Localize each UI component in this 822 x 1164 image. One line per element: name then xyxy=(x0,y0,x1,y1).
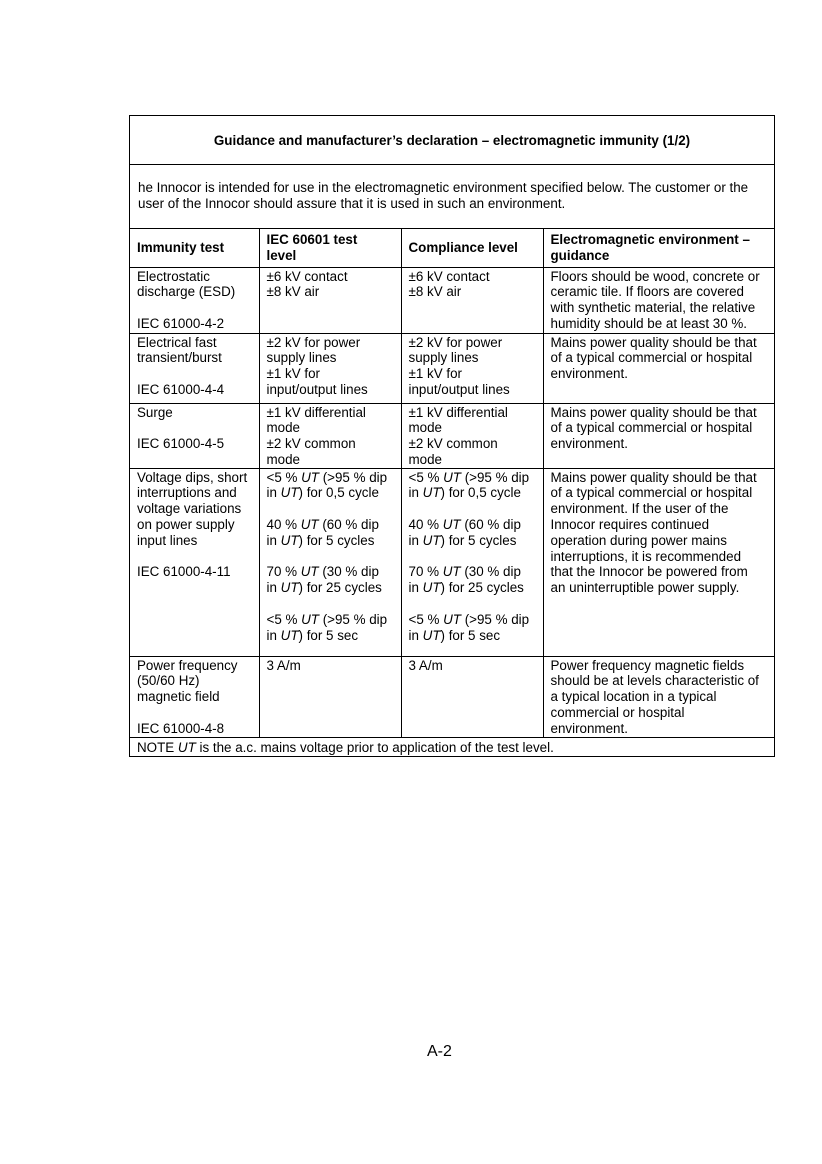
cell-compliance-level: 3 A/m xyxy=(401,656,543,737)
table-header-row xyxy=(130,229,774,267)
header-immunity-test: Immunity test xyxy=(130,229,259,267)
header-environment-guidance: Electromagnetic environment – guidance xyxy=(543,229,774,267)
table-note-row xyxy=(130,737,774,758)
table-note: NOTE UT is the a.c. mains voltage prior to application of the test level. xyxy=(137,739,554,755)
header-test-level: IEC 60601 test level xyxy=(259,229,401,267)
immunity-table xyxy=(130,229,774,758)
cell-guidance: Floors should be wood, concrete or ceramic tile. If floors are covered with synthetic material, the relative humidity should be at least 30 %. xyxy=(543,267,774,333)
cell-test-level: <5 % UT (>95 % dip in UT) for 0,5 cycle 40 % UT (60 % dip in UT) for 5 cycles 70 % UT (30 % dip in UT) for 25 cycles <5 % UT (>95 % dip in UT) for 5 sec xyxy=(259,468,401,656)
table-row-power-frequency xyxy=(130,656,774,737)
cell-test-level: ±2 kV for power supply lines ±1 kV for input/output lines xyxy=(259,333,401,403)
cell-immunity-test: Electrical fast transient/burst IEC 61000-4-4 xyxy=(130,333,259,403)
cell-immunity-test: Surge IEC 61000-4-5 xyxy=(130,403,259,468)
cell-immunity-test: Electrostatic discharge (ESD) IEC 61000-4-2 xyxy=(130,267,259,333)
cell-test-level: ±6 kV contact ±8 kV air xyxy=(259,267,401,333)
table-row-eft xyxy=(130,333,774,403)
cell-test-level: ±1 kV differential mode ±2 kV common mode xyxy=(259,403,401,468)
cell-guidance: Power frequency magnetic fields should be at levels characteristic of a typical location in a typical commercial or hospital environment. xyxy=(543,656,774,737)
cell-test-level: 3 A/m xyxy=(259,656,401,737)
table-row-surge xyxy=(130,403,774,468)
cell-immunity-test: Voltage dips, short interruptions and voltage variations on power supply input lines IEC 61000-4-11 xyxy=(130,468,259,656)
intro-line: user of the Innocor should assure that it is used in such an environment. xyxy=(138,196,566,211)
header-compliance-level: Compliance level xyxy=(401,229,543,267)
table-title: Guidance and manufacturer’s declaration – electromagnetic immunity (1/2) xyxy=(130,116,774,165)
cell-compliance-level: ±2 kV for power supply lines ±1 kV for input/output lines xyxy=(401,333,543,403)
cell-compliance-level: ±6 kV contact ±8 kV air xyxy=(401,267,543,333)
cell-compliance-level: <5 % UT (>95 % dip in UT) for 0,5 cycle 40 % UT (60 % dip in UT) for 5 cycles 70 % UT (30 % dip in UT) for 25 cycles <5 % UT (>95 % dip in UT) for 5 sec xyxy=(401,468,543,656)
intro-text xyxy=(130,165,774,229)
table-row-voltage-dips xyxy=(130,468,774,656)
table-row-esd xyxy=(130,267,774,333)
intro-line: he Innocor is intended for use in the electromagnetic environment specified below. The customer or the xyxy=(138,180,749,195)
cell-compliance-level: ±1 kV differential mode ±2 kV common mode xyxy=(401,403,543,468)
cell-immunity-test: Power frequency (50/60 Hz) magnetic field IEC 61000-4-8 xyxy=(130,656,259,737)
cell-guidance: Mains power quality should be that of a typical commercial or hospital environment. xyxy=(543,403,774,468)
cell-guidance: Mains power quality should be that of a typical commercial or hospital environment. xyxy=(543,333,774,403)
cell-guidance: Mains power quality should be that of a typical commercial or hospital environment. If the user of the Innocor requires continued operation during power mains interruptions, it is recommended that the Innocor be powered from an uninterruptible power supply. xyxy=(543,468,774,656)
immunity-declaration-table xyxy=(129,115,775,757)
page-number: A-2 xyxy=(427,1043,452,1060)
